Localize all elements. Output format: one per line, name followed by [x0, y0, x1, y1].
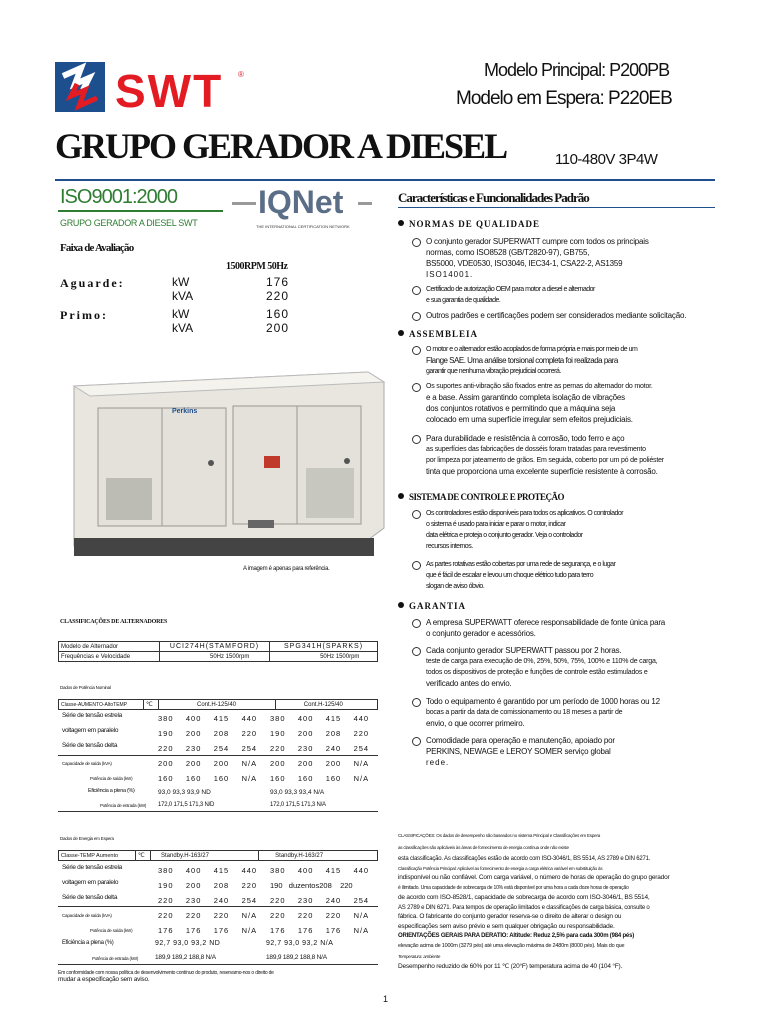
- item-line: Os controladores estão disponíveis para todos os aplicativos. O controlador: [426, 510, 624, 517]
- num: 440: [241, 866, 258, 875]
- class-line: elevação acima de 1000m (3279 pés) até uma elevação máxima de 2480m (8000 pés). Mais do que: [398, 943, 625, 949]
- bullet-icon: [412, 312, 421, 321]
- num: 200: [185, 881, 202, 890]
- table-line: [58, 755, 378, 756]
- assembly-item-2: [426, 381, 653, 425]
- table-line: [58, 860, 378, 861]
- num: N/A: [353, 911, 370, 920]
- class-line: Classificação Potência Principal: Aplicável ao fornecimento de energia a carga elétrica variável em substituição às: [398, 866, 603, 871]
- num: 200: [270, 759, 286, 768]
- num: 200: [297, 729, 314, 738]
- bullet-icon: [412, 238, 421, 247]
- standby-kw-b: [270, 926, 369, 935]
- row-label: Série de tensão delta: [62, 742, 118, 749]
- num: 415: [213, 714, 230, 723]
- item-line: todos os dispositivos de proteção e funções de controle estão estimulados e: [426, 669, 648, 676]
- standby-delta-a: [158, 896, 257, 905]
- prime-kva-a: [158, 759, 257, 768]
- voltage-spec: 110-480V 3P4W: [555, 151, 658, 168]
- bullet-icon: [412, 346, 421, 355]
- prime-data-title: Dados de Potência Nominal: [60, 685, 111, 690]
- rating-heading: Faixa de Avaliação: [60, 242, 134, 254]
- row-label: Potência de entrada (kW): [100, 803, 147, 808]
- image-caption: A imagem é apenas para referência.: [243, 566, 330, 572]
- prime-input-b: 172,0 171,5 171,3 N/A: [270, 802, 326, 808]
- warranty-item-2: [426, 645, 657, 689]
- cell-unit: ℃: [136, 851, 151, 861]
- item-line: O motor e o alternador estão acoplados de forma própria e mais por meio de um: [426, 346, 638, 353]
- num: 380: [270, 714, 286, 723]
- prime-eff-b: 93,0 93,3 93,4 N/A: [270, 789, 325, 796]
- item-line: Flange SAE. Uma análise torsional completa foi realizada para: [426, 356, 618, 365]
- assembly-item-1: [426, 344, 637, 377]
- swt-logo-icon: [55, 62, 105, 112]
- item-line: e sua garantia de qualidade.: [426, 297, 501, 304]
- num: 220: [353, 729, 370, 738]
- rating-value: 160: [266, 307, 290, 321]
- cell-model: UCI274H(STAMFORD): [160, 642, 270, 652]
- num: 220: [185, 911, 202, 920]
- section-quality-heading: [398, 219, 540, 229]
- num: 200: [185, 759, 202, 768]
- num: N/A: [241, 759, 258, 768]
- item-line: BS5000, VDE0530, ISO3046, IEC34-1, CSA22-2, AS1359: [426, 259, 623, 268]
- num: 415: [213, 866, 230, 875]
- perkins-label: Perkins: [172, 408, 198, 415]
- item-line: O conjunto gerador SUPERWATT cumpre com todos os principais: [426, 237, 649, 246]
- num: 190: [270, 729, 286, 738]
- section-dot: [398, 602, 404, 608]
- item-line: slogan de aviso óbvio.: [426, 583, 485, 590]
- quality-item-2: [426, 284, 595, 306]
- cell-model: SPG341H(SPARKS): [270, 642, 378, 652]
- row-label: voltagem em paralelo: [62, 727, 119, 734]
- prime-kva-b: [270, 759, 369, 768]
- item-line: Comodidade para operação e manutenção, apoiado por: [426, 736, 615, 745]
- alternator-table-title: CLASSIFICAÇÕES DE ALTERNADORES: [60, 619, 168, 625]
- rating-value: 220: [266, 289, 290, 303]
- num: 200: [297, 759, 314, 768]
- num: 220: [325, 911, 342, 920]
- num: 240: [213, 896, 230, 905]
- section-heading-text: SISTEMA DE CONTROLE E PROTEÇÃO: [409, 492, 565, 502]
- num: 160: [213, 774, 230, 783]
- num: 160: [270, 774, 286, 783]
- num: 380: [158, 866, 174, 875]
- item-line: as superfícies das fabricações de dosséis foram tratadas para revestimento: [426, 446, 646, 453]
- bullet-icon: [412, 737, 421, 746]
- num: 220: [241, 729, 258, 738]
- rating-rpm: 1500RPM 50Hz: [226, 261, 288, 272]
- model-standby: Modelo em Espera: P220EB: [456, 88, 672, 109]
- standby-kva-a: [158, 911, 257, 920]
- num: 220: [340, 881, 353, 890]
- item-line: colocado em uma superfície irregular sem efeitos prejudiciais.: [426, 415, 633, 424]
- num: 220: [158, 896, 174, 905]
- num: 160: [185, 774, 202, 783]
- item-line: teste de carga para execução de 0%, 25%, 50%, 75%, 100% e 110% de carga,: [426, 658, 658, 665]
- num: duzentos: [288, 881, 320, 890]
- prime-kw-a: [158, 774, 257, 783]
- num: 254: [353, 896, 370, 905]
- class-line: CLASSIFICAÇÕES: Os dados de desempenho são baseados no sistema Principal e Classificações em Espera: [398, 833, 601, 838]
- cell-label: Modelo de Alternador: [59, 642, 160, 652]
- cell-label: Classe-TEMP Aumento: [59, 851, 136, 861]
- num: 176: [185, 926, 202, 935]
- class-line: indisponível ou não confiável. Com carga variável, o número de horas de operação do grupo gerador: [398, 874, 670, 881]
- num: N/A: [241, 774, 258, 783]
- standby-input-a: 189,9 189,2 188,8 N/A: [155, 954, 216, 961]
- section-heading-text: ASSEMBLEIA: [409, 329, 479, 339]
- cell-class: Cont.H-125/40: [275, 700, 377, 710]
- cell-class: Cont.H-125/40: [159, 700, 276, 710]
- class-line: esta classificação. As classificações estão de acordo com ISO-3046/1, BS 5514, AS 2789 e DIN 6271.: [398, 856, 651, 862]
- cell-unit: ℃: [144, 700, 159, 710]
- class-line: é ilimitado. Uma capacidade de sobrecarga de 10% está disponível por uma hora a cada doze horas de operação: [398, 885, 629, 891]
- quality-item-3: [426, 310, 686, 321]
- num: 400: [185, 866, 202, 875]
- rating-label-standby: Aguarde:: [60, 276, 125, 290]
- swt-logo: [55, 62, 255, 117]
- footnote-line-2: mudar a especificação sem aviso.: [58, 976, 150, 983]
- standby-kw-a: [158, 926, 257, 935]
- iqnet-subtitle: THE INTERNATIONAL CERTIFICATION NETWORK: [256, 224, 350, 229]
- standby-kva-b: [270, 911, 369, 920]
- num: 200: [325, 759, 342, 768]
- section-heading-text: NORMAS DE QUALIDADE: [409, 219, 541, 229]
- num: 190: [158, 729, 174, 738]
- section-control-heading: [398, 492, 564, 502]
- warranty-item-3: [426, 696, 660, 729]
- item-line: rede.: [426, 758, 450, 767]
- num: 190: [270, 881, 283, 890]
- standby-star-a: [158, 866, 257, 875]
- num: 176: [213, 926, 230, 935]
- row-label: Eficiência a plena (%): [62, 940, 114, 946]
- item-line: data elétrica e proteja o conjunto gerador. Veja o controlador: [426, 532, 583, 539]
- features-divider: [398, 207, 715, 208]
- page-number: 1: [383, 994, 389, 1004]
- control-item-1: [426, 508, 623, 552]
- num: 254: [353, 744, 370, 753]
- model-main: Modelo Principal: P200PB: [484, 60, 670, 80]
- row-label: Capacidade de saída (kVA): [62, 761, 112, 766]
- iqnet-bar-right: [358, 202, 372, 205]
- item-line: verificado antes do envio.: [426, 679, 512, 688]
- item-line: e a base. Assim garantindo completa isolação de vibrações: [426, 393, 625, 402]
- num: 415: [325, 866, 342, 875]
- num: 190: [158, 881, 174, 890]
- num: 230: [185, 896, 202, 905]
- class-line: especificações sem aviso prévio e sem qualquer obrigação ou responsabilidade.: [398, 923, 615, 930]
- num: 230: [297, 744, 314, 753]
- bullet-icon: [412, 647, 421, 656]
- assembly-item-3: [426, 433, 664, 477]
- num: 200: [185, 729, 202, 738]
- iso-label: ISO9001:2000: [60, 186, 177, 208]
- item-line: por limpeza por jateamento de grãos. Em seguida, coberto por um pó de poliéster: [426, 457, 664, 464]
- section-assembly-heading: [398, 329, 478, 339]
- bullet-icon: [412, 698, 421, 707]
- product-subtitle: GRUPO GERADOR A DIESEL SWT: [60, 218, 198, 228]
- section-heading-text: GARANTIA: [409, 601, 467, 611]
- num: 400: [185, 714, 202, 723]
- bullet-icon: [412, 286, 421, 295]
- iqnet-text: IQNet: [258, 184, 344, 220]
- num: 176: [270, 926, 286, 935]
- class-line: Temperatura: ambiente: [398, 954, 441, 959]
- num: 220: [241, 881, 258, 890]
- num: 415: [325, 714, 342, 723]
- num: 254: [241, 896, 258, 905]
- rating-unit: kVA: [172, 321, 194, 335]
- row-label: Série de tensão estrela: [62, 712, 122, 719]
- num: 220: [270, 744, 286, 753]
- prime-delta-a: [158, 744, 257, 753]
- table-line: [58, 709, 378, 710]
- row-label: Potência de saída (kW): [90, 776, 133, 781]
- num: 200: [158, 759, 174, 768]
- iqnet-logo: [232, 184, 372, 232]
- rating-unit: kVA: [172, 289, 194, 303]
- standby-data-title: Dados de Energia em Espera: [60, 836, 114, 841]
- item-line: Os suportes anti-vibração são fixados entre as pernas do alternador do motor.: [426, 383, 653, 390]
- prime-star-b: [270, 714, 369, 723]
- item-line: PERKINS, NEWAGE e LEROY SOMER serviço global: [426, 747, 611, 756]
- num: 230: [297, 896, 314, 905]
- standby-eff-b: 92,7 93,0 93,2 N/A: [266, 940, 334, 947]
- class-line: AS 2789 e DIN 6271. Para tempos de operação limitados e classificações de carga básica, consulte o: [398, 905, 650, 911]
- num: 160: [325, 774, 342, 783]
- row-label: voltagem em paralelo: [62, 879, 119, 886]
- alternator-model-table: [58, 641, 378, 662]
- logo-text: SWT: [115, 65, 224, 117]
- cell-class: Standby.H-163/27: [259, 851, 378, 861]
- control-item-2: [426, 559, 615, 592]
- item-line: A empresa SUPERWATT oferece responsabilidade de fonte única para: [426, 618, 666, 627]
- rating-unit: kW: [172, 275, 190, 289]
- class-line: as classificações são aplicáveis às áreas de fornecimento de energia contínua onde não existe: [398, 845, 569, 850]
- standby-input-b: 189,9 189,2 188,8 N/A: [266, 954, 327, 961]
- num: 400: [297, 714, 314, 723]
- num: N/A: [241, 926, 258, 935]
- warranty-item-4: [426, 735, 615, 768]
- section-dot: [398, 330, 404, 336]
- num: 160: [297, 774, 314, 783]
- num: 208: [213, 881, 230, 890]
- item-line: o sistema é usado para iniciar e parar o motor, indicar: [426, 521, 566, 528]
- num: 230: [185, 744, 202, 753]
- num: 220: [297, 911, 314, 920]
- item-line: o conjunto gerador e acessórios.: [426, 629, 536, 638]
- item-line: garantir que nenhuma vibração prejudicial ocorrerá.: [426, 368, 561, 375]
- page-title: GRUPO GERADOR A DIESEL: [55, 126, 507, 166]
- num: 208: [319, 881, 332, 890]
- item-line: normas, como ISO8528 (GB/T2820-97), GB755,: [426, 248, 590, 257]
- row-label: Série de tensão delta: [62, 894, 118, 901]
- prime-eff-a: 93,0 93,3 93,9 ND: [158, 789, 211, 796]
- num: 254: [213, 744, 230, 753]
- num: 240: [325, 744, 342, 753]
- item-line: Cada conjunto gerador SUPERWATT passou por 2 horas.: [426, 646, 622, 655]
- num: 380: [270, 866, 286, 875]
- num: 220: [270, 911, 286, 920]
- num: 220: [158, 911, 174, 920]
- prime-input-a: 172,0 171,5 171,3 N/D: [158, 802, 215, 808]
- row-label: Potência de saída (kW): [90, 928, 133, 933]
- item-line: dos conjuntos rotativos e permitindo que a máquina seja: [426, 404, 616, 413]
- section-dot: [398, 493, 404, 499]
- item-line: As partes rotativas estão cobertas por uma rede de segurança, e o lugar: [426, 561, 616, 568]
- header-divider: [55, 179, 715, 181]
- bullet-icon: [412, 619, 421, 628]
- item-line: ISO14001.: [426, 270, 474, 279]
- table-line: [58, 964, 378, 965]
- row-label: Eficiência a plena (%): [88, 788, 135, 794]
- cell-label: Frequências e Velocidade: [59, 652, 160, 662]
- num: N/A: [353, 759, 370, 768]
- table-line: [58, 811, 378, 812]
- num: 440: [353, 866, 370, 875]
- bullet-icon: [412, 561, 421, 570]
- num: 240: [325, 896, 342, 905]
- num: 254: [241, 744, 258, 753]
- prime-star-a: [158, 714, 258, 723]
- cell-freq: 50Hz 1500rpm: [160, 652, 270, 662]
- standby-par-a: [158, 881, 257, 890]
- cell-label: Classe-AUMENTO-AltoTEMP: [59, 700, 144, 710]
- quality-item-1: [426, 236, 649, 280]
- rating-value: 200: [266, 321, 290, 335]
- item-line: Todo o equipamento é garantido por um período de 1000 horas ou 12: [426, 697, 660, 706]
- num: 440: [241, 714, 258, 723]
- cell-freq: 50Hz 1500rpm: [270, 652, 378, 662]
- row-label: Série de tensão estrela: [62, 864, 122, 871]
- footnote-line-1: Em conformidade com nossa política de desenvolvimento contínuo do produto, reservamo-nos o direito de: [58, 970, 274, 976]
- iqnet-bar-left: [232, 202, 256, 205]
- item-line: envio, o que ocorrer primeiro.: [426, 719, 525, 728]
- row-label: Potência de entrada (kW): [92, 956, 139, 961]
- num: 380: [158, 714, 174, 723]
- rating-unit: kW: [172, 307, 190, 321]
- class-line: de acordo com ISO-8528/1, capacidade de sobrecarga de acordo com ISO-3046/1, BS 5514,: [398, 894, 650, 901]
- section-dot: [398, 220, 404, 226]
- class-line: ORIENTAÇÕES GERAIS PARA DERATIO: Altitude: Reduz 2,5% para cada 300m (984 pés): [398, 933, 635, 939]
- section-warranty-heading: [398, 601, 466, 611]
- num: N/A: [241, 911, 258, 920]
- rating-label-prime: Primo:: [60, 308, 108, 322]
- prime-par-a: [158, 729, 257, 738]
- generator-image: [68, 368, 388, 566]
- num: 440: [353, 714, 370, 723]
- warranty-item-1: [426, 617, 665, 639]
- num: 220: [158, 744, 174, 753]
- standby-eff-a: 92,7 93,0 93,2 ND: [155, 940, 221, 947]
- registered-mark: ®: [238, 70, 244, 79]
- rating-value: 176: [266, 275, 290, 289]
- num: 176: [325, 926, 342, 935]
- item-line: recursos internos.: [426, 543, 473, 550]
- num: 220: [270, 896, 286, 905]
- num: 176: [158, 926, 174, 935]
- table-line: [58, 906, 378, 907]
- num: N/A: [353, 774, 370, 783]
- num: 220: [213, 911, 230, 920]
- num: 160: [158, 774, 174, 783]
- item-line: Certificado de autorização OEM para motor a diesel e alternador: [426, 286, 595, 293]
- class-line: Desempenho reduzido de 60% por 11 ℃ (20°F) temperatura acima de 40 (104 °F).: [398, 963, 623, 970]
- num: 176: [297, 926, 314, 935]
- bullet-icon: [412, 510, 421, 519]
- item-line: que é fácil de escalar e levou um choque elétrico tudo para terro: [426, 572, 594, 579]
- item-line: Para durabilidade e resistência à corrosão, todo ferro e aço: [426, 434, 625, 443]
- prime-par-b: [270, 729, 369, 738]
- cell-class: Standby.H-163/27: [151, 851, 259, 861]
- item-line: Outros padrões e certificações podem ser considerados mediante solicitação.: [426, 311, 687, 320]
- num: 400: [297, 866, 314, 875]
- num: N/A: [353, 926, 370, 935]
- standby-star-b: [270, 866, 369, 875]
- item-line: tinta que proporciona uma excelente superfície resistente à corrosão.: [426, 467, 658, 476]
- bullet-icon: [412, 383, 421, 392]
- item-line: bocas a partir da data de comissionamento ou 18 meses a partir de: [426, 709, 623, 716]
- bullet-icon: [412, 435, 421, 444]
- class-line: fábrica. O fabricante do conjunto gerador reserva-se o direito de alterar o design ou: [398, 913, 622, 920]
- standby-delta-b: [270, 896, 369, 905]
- prime-delta-b: [270, 744, 369, 753]
- iso-underline: [58, 210, 223, 212]
- num: 200: [213, 759, 230, 768]
- features-title: Características e Funcionalidades Padrão: [398, 190, 589, 205]
- num: 208: [325, 729, 342, 738]
- prime-kw-b: [270, 774, 369, 783]
- standby-par-b: [270, 881, 353, 890]
- row-label: Capacidade de saída (kVA): [62, 913, 112, 918]
- num: 208: [213, 729, 230, 738]
